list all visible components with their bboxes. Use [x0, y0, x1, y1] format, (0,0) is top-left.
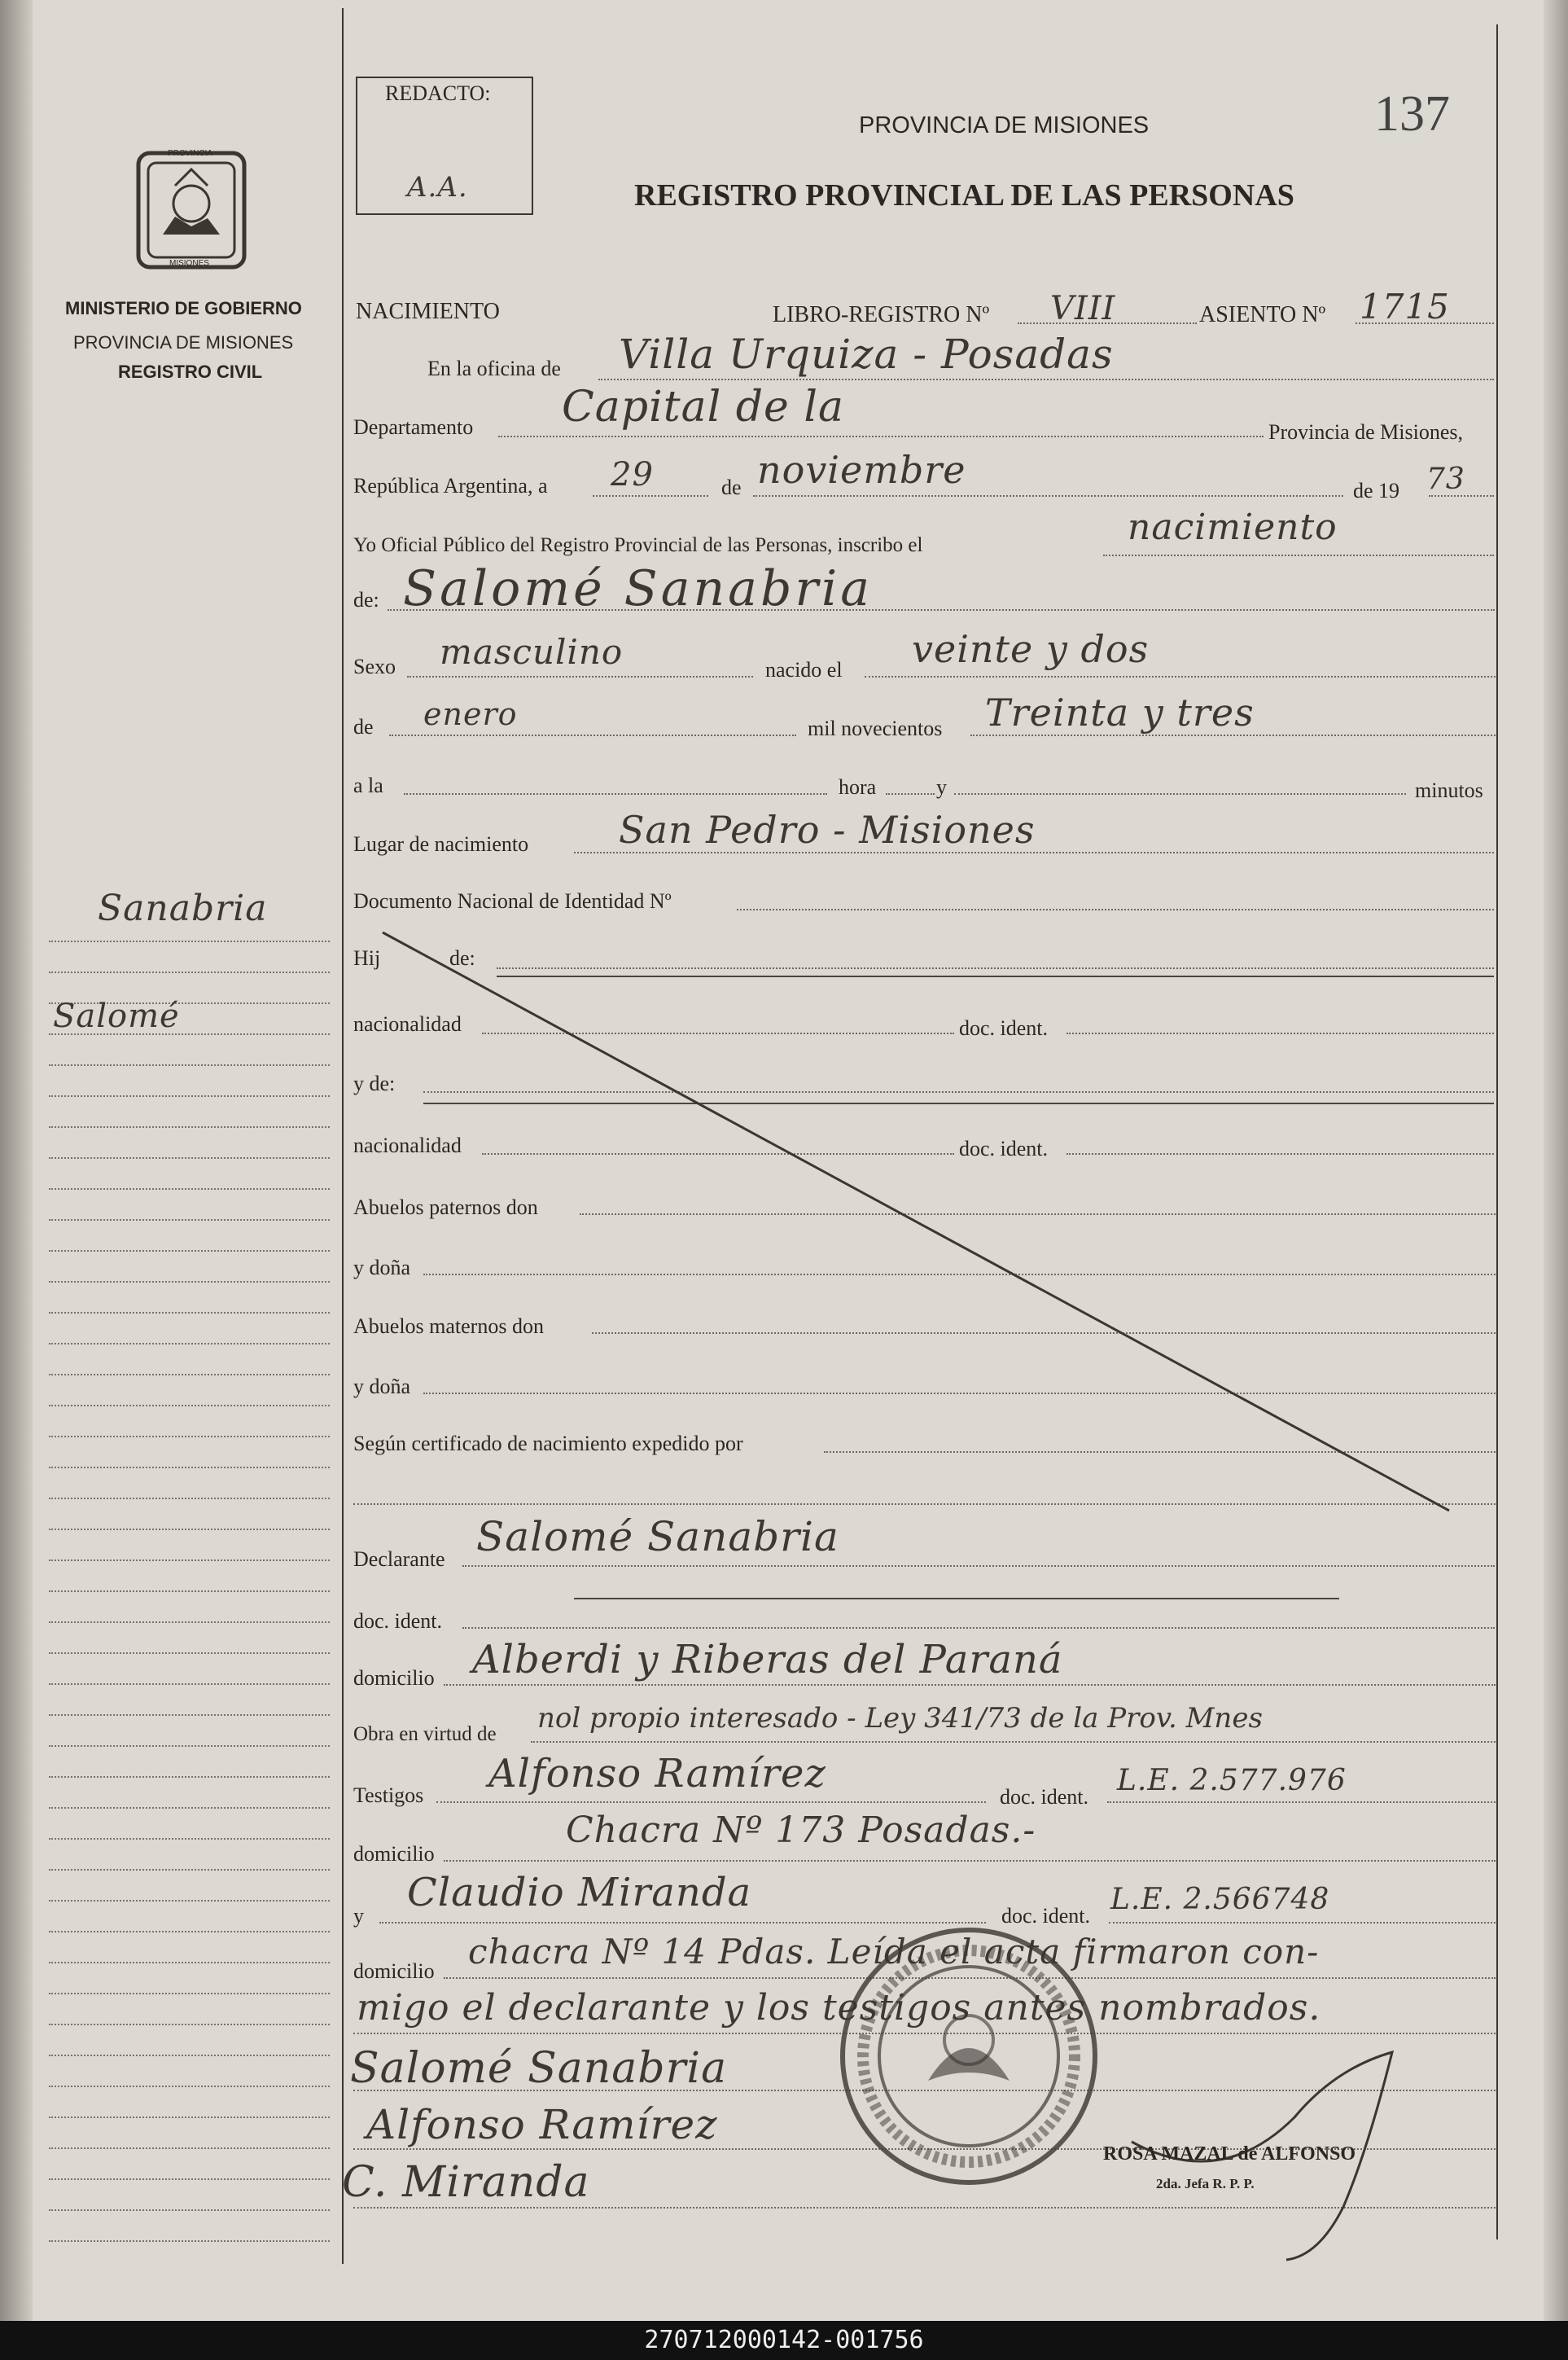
sexo-label: Sexo: [353, 655, 396, 678]
margin-rule: [49, 1374, 330, 1375]
day-value: 29: [611, 456, 654, 493]
margin-rule: [49, 1467, 330, 1468]
doc-ident-label-5: doc. ident.: [1001, 1904, 1091, 1928]
margin-rule: [49, 1095, 330, 1097]
declarante-value: Salomé Sanabria: [476, 1513, 839, 1560]
date-de-label: de: [721, 476, 742, 499]
abuelos-paternos-label: Abuelos paternos don: [353, 1195, 538, 1219]
margin-rule: [49, 1559, 330, 1561]
doc-ident-label-2: doc. ident.: [959, 1137, 1049, 1160]
margin-rule: [49, 2086, 330, 2087]
mes-de-label: de: [353, 715, 374, 739]
testigos-label: Testigos: [353, 1783, 424, 1807]
margin-rule: [49, 2147, 330, 2149]
emblem-ring-top: PROVINCIA: [168, 149, 213, 158]
hij-de-label: de:: [449, 946, 475, 970]
testigo2-y-label: y: [353, 1904, 364, 1928]
official-signature-mark: [1123, 2020, 1465, 2264]
strikethrough-diagonal: [350, 896, 1490, 1523]
margin-rule: [49, 1900, 330, 1902]
margin-rule: [49, 1219, 330, 1221]
margin-rule: [49, 1157, 330, 1159]
margin-rule: [49, 1838, 330, 1840]
margin-divider: [342, 8, 344, 2264]
libro-label: LIBRO-REGISTRO Nº: [773, 302, 990, 327]
official-seal-icon: [830, 1918, 1107, 2195]
lugar-label: Lugar de nacimiento: [353, 832, 529, 856]
archive-code: 270712000142-001756: [644, 2326, 924, 2354]
lugar-value: San Pedro - Misiones: [619, 808, 1036, 852]
margin-rule: [49, 1869, 330, 1871]
oficina-label: En la oficina de: [427, 357, 561, 380]
margin-rule: [49, 1188, 330, 1190]
hij-label: Hij: [353, 946, 381, 970]
y-de-label: y de:: [353, 1072, 396, 1095]
margin-rule: [49, 2055, 330, 2056]
margin-rule: [49, 1652, 330, 1654]
declarante-label: Declarante: [353, 1547, 445, 1571]
libro-value: VIII: [1050, 290, 1116, 327]
margin-rule: [49, 1312, 330, 1314]
page-edge-shadow: [0, 0, 33, 2321]
testigo1-name: Alfonso Ramírez: [488, 1751, 826, 1796]
dona-label-2: y doña: [353, 1375, 411, 1398]
province-heading: PROVINCIA DE MISIONES: [859, 112, 1150, 138]
margin-note-surname: Sanabria: [98, 888, 268, 929]
mil-value: Treinta y tres: [985, 691, 1255, 735]
provincia-suffix: Provincia de Misiones,: [1268, 420, 1464, 444]
oficina-value: Villa Urquiza - Posadas: [619, 331, 1114, 378]
page-number: 137: [1374, 86, 1450, 142]
margin-rule: [49, 1405, 330, 1406]
margin-rule: [49, 2178, 330, 2180]
margin-rule: [49, 1621, 330, 1623]
right-border: [1496, 24, 1498, 2239]
redacto-label: REDACTO:: [385, 81, 491, 105]
nombre-de-label: de:: [353, 588, 379, 612]
inscribo-value: nacimiento: [1128, 507, 1338, 548]
abuelos-maternos-label: Abuelos maternos don: [353, 1314, 544, 1338]
asiento-label: ASIENTO Nº: [1199, 302, 1326, 327]
testigo2-doc: L.E. 2.566748: [1110, 1883, 1330, 1916]
sidebar-province: PROVINCIA DE MISIONES: [73, 332, 294, 353]
margin-rule: [49, 2117, 330, 2118]
nacido-value: veinte y dos: [912, 627, 1150, 671]
page-edge-right: [1544, 0, 1568, 2321]
domicilio-label-3: domicilio: [353, 1959, 435, 1983]
closing-line: migo el declarante y los testigos antes nombrados.: [357, 1987, 1321, 2029]
dona-label-1: y doña: [353, 1256, 411, 1279]
nacionalidad-label-2: nacionalidad: [353, 1134, 462, 1157]
margin-rule: [49, 1436, 330, 1437]
margin-rule: [49, 2240, 330, 2242]
departamento-label: Departamento: [353, 415, 474, 439]
stamp-title: 2da. Jefa R. P. P.: [1156, 2176, 1255, 2191]
margin-rule: [49, 1126, 330, 1128]
record-type-label: NACIMIENTO: [356, 299, 500, 324]
margin-rule: [49, 1745, 330, 1747]
registry-heading: REGISTRO PROVINCIAL DE LAS PERSONAS: [634, 178, 1294, 213]
year-value: 73: [1426, 463, 1465, 496]
doc-ident-label-1: doc. ident.: [959, 1016, 1049, 1040]
testigo2-name: Claudio Miranda: [407, 1870, 752, 1915]
nacionalidad-label: nacionalidad: [353, 1012, 462, 1036]
sidebar-ministry: MINISTERIO DE GOBIERNO: [65, 298, 302, 318]
redacto-value: A.A.: [407, 171, 468, 204]
margin-rule: [49, 2209, 330, 2211]
mil-label: mil novecientos: [808, 717, 943, 740]
margin-rule: [49, 1590, 330, 1592]
margin-rule: [49, 1931, 330, 1932]
margin-rule: [49, 1343, 330, 1344]
margin-rule: [49, 1962, 330, 1963]
margin-rule: [49, 1498, 330, 1499]
doc-ident-label-4: doc. ident.: [1000, 1785, 1089, 1809]
republica-label: República Argentina, a: [353, 474, 548, 498]
sexo-value: masculino: [440, 632, 624, 672]
margin-rule: [49, 1281, 330, 1283]
margin-rule: [49, 1529, 330, 1530]
hora-label: hora: [839, 775, 877, 799]
margin-rule: [49, 1064, 330, 1066]
signature-testigo1: Alfonso Ramírez: [366, 2101, 718, 2148]
domicilio-label-1: domicilio: [353, 1666, 435, 1690]
sidebar-civil: REGISTRO CIVIL: [118, 362, 263, 382]
margin-rule: [49, 1714, 330, 1716]
margin-note-name: Salomé: [53, 998, 180, 1035]
stamp-name: ROSA MAZAL de ALFONSO: [1103, 2143, 1356, 2165]
margin-rule: [49, 1993, 330, 1994]
margin-rule: [49, 972, 330, 973]
month-value: noviembre: [757, 448, 966, 492]
asiento-value: 1715: [1360, 287, 1450, 327]
margin-rule: [49, 1807, 330, 1809]
oficial-text: Yo Oficial Público del Registro Provincial de las Personas, inscribo el: [353, 534, 923, 556]
obra-value: nol propio interesado - Ley 341/73 de la Prov. Mnes: [537, 1702, 1263, 1735]
year-label: de 19: [1353, 479, 1400, 502]
signature-declarante: Salomé Sanabria: [350, 2044, 728, 2093]
margin-rule: [49, 1683, 330, 1685]
signature-testigo2: C. Miranda: [342, 2158, 590, 2207]
ala-label: a la: [353, 774, 383, 797]
emblem-ring-bottom: MISIONES: [169, 259, 209, 268]
margin-rule: [49, 1250, 330, 1252]
obra-label: Obra en virtud de: [353, 1723, 497, 1745]
archive-footer: [0, 2321, 1568, 2360]
doc-ident-label-3: doc. ident.: [353, 1609, 443, 1633]
margin-rule: [49, 2024, 330, 2025]
testigo2-domicilio: chacra Nº 14 Pdas. Leída el acta firmaron con-: [468, 1932, 1320, 1972]
departamento-value: Capital de la: [562, 383, 844, 432]
mes-value: enero: [423, 696, 518, 732]
margin-rule: [49, 1776, 330, 1778]
testigo1-domicilio: Chacra Nº 173 Posadas.-: [566, 1809, 1036, 1851]
minutos-label: minutos: [1415, 779, 1483, 802]
margin-rule: [49, 941, 330, 942]
domicilio-value: Alberdi y Riberas del Paraná: [472, 1637, 1063, 1682]
documento-label: Documento Nacional de Identidad Nº: [353, 889, 672, 913]
testigo1-doc: L.E. 2.577.976: [1117, 1764, 1347, 1797]
domicilio-label-2: domicilio: [353, 1842, 435, 1866]
hora-y-label: y: [936, 775, 947, 799]
provincial-emblem-icon: [130, 145, 252, 275]
nombre-value: Salomé Sanabria: [403, 560, 874, 617]
segun-label: Según certificado de nacimiento expedido por: [353, 1432, 743, 1455]
nacido-label: nacido el: [765, 658, 843, 682]
